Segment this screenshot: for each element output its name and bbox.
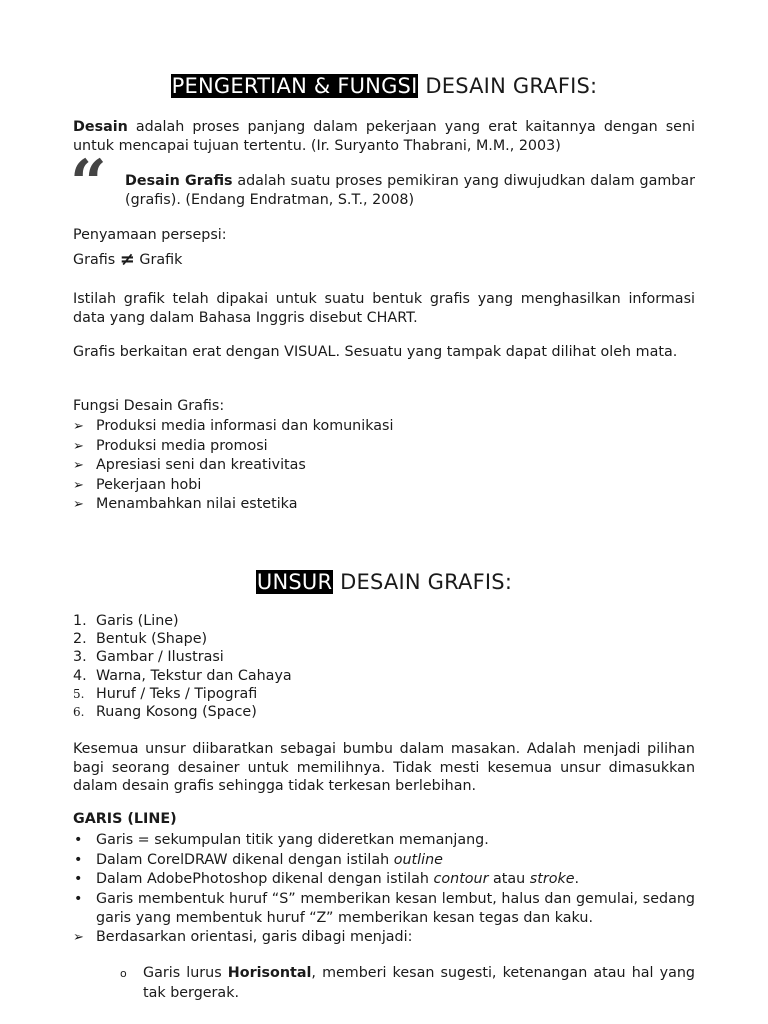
unsur-list: [73, 612, 292, 721]
title-highlight: UNSUR: [256, 570, 333, 594]
intro-term: Desain: [73, 119, 128, 135]
list-item: 4. Warna, Tekstur dan Cahaya: [73, 667, 292, 684]
section-title-pengertian: [73, 72, 695, 100]
list-item: • Dalam CorelDRAW dikenal dengan istilah outline: [73, 851, 695, 871]
list-item: • Dalam AdobePhotoshop dikenal dengan istilah contour atau stroke.: [73, 870, 695, 890]
fungsi-label: Fungsi Desain Grafis:: [73, 398, 225, 414]
sub-list-item: o Garis lurus Horisontal, memberi kesan sugesti, ketenangan atau hal yang tak bergerak.: [120, 965, 695, 1001]
arrow-bullet-icon: ➢: [73, 929, 84, 945]
intro-text: adalah proses panjang dalam pekerjaan yang erat kaitannya dengan seni untuk mencapai tujuan tertentu. (Ir. Suryanto Thabrani, M.M., 2003): [73, 119, 695, 154]
arrow-bullet-icon: ➢: [73, 458, 84, 473]
garis-list: [73, 831, 695, 947]
not-equal-icon: ≠: [119, 249, 135, 270]
fungsi-list: [73, 417, 393, 515]
title-rest: DESAIN GRAFIS:: [333, 570, 513, 594]
bullet-icon: •: [74, 871, 83, 887]
arrow-bullet-icon: ➢: [73, 419, 84, 434]
quote-term: Desain Grafis: [125, 173, 233, 189]
perception-right: Grafik: [139, 252, 183, 268]
list-item: • Garis membentuk huruf “S” memberikan kesan lembut, halus dan gemulai, sedang garis yang membentuk huruf “Z” memberikan kesan tegas dan kaku.: [74, 890, 695, 926]
list-item: 5. Huruf / Teks / Tipografi: [73, 685, 258, 702]
list-item: • Garis = sekumpulan titik yang dideretkan memanjang.: [73, 831, 695, 851]
garis-heading: GARIS (LINE): [73, 811, 177, 827]
paragraph-unsur: Kesemua unsur diibaratkan sebagai bumbu dalam masakan. Adalah menjadi pilihan bagi seorang desainer untuk memilihnya. Tidak mesti kesemua unsur dimasukkan dalam desain grafis sehingga tidak terkesan berlebihan.: [73, 741, 695, 794]
list-item: ➢ Produksi media informasi dan komunikasi: [73, 417, 393, 437]
intro-paragraph: [73, 118, 695, 155]
list-item: ➢ Menambahkan nilai estetika: [73, 495, 393, 515]
list-item: 2. Bentuk (Shape): [73, 631, 208, 648]
perception-equation: [73, 250, 182, 270]
arrow-bullet-icon: ➢: [73, 477, 84, 493]
list-item: 3. Gambar / Ilustrasi: [73, 649, 224, 666]
bullet-icon: •: [74, 832, 83, 848]
paragraph-visual: Grafis berkaitan erat dengan VISUAL. Sesuatu yang tampak dapat dilihat oleh mata.: [73, 344, 678, 360]
circle-bullet-icon: o: [120, 967, 127, 980]
paragraph-chart: Istilah grafik telah dipakai untuk suatu bentuk grafis yang menghasilkan informasi data yang dalam Bahasa Inggris disebut CHART.: [73, 291, 695, 326]
arrow-bullet-icon: ➢: [73, 438, 84, 454]
title-rest: DESAIN GRAFIS:: [418, 74, 598, 98]
list-item: ➢ Produksi media promosi: [73, 437, 393, 457]
section-title-unsur: [73, 568, 695, 596]
list-item: ➢ Pekerjaan hobi: [73, 476, 393, 496]
title-highlight: PENGERTIAN & FUNGSI: [171, 74, 418, 98]
quote-body: adalah suatu proses pemikiran yang diwujudkan dalam gambar (grafis). (Endang Endratman, S.T., 2008): [125, 173, 695, 208]
list-item: 1. Garis (Line): [73, 613, 179, 629]
quote-mark-icon: “: [70, 146, 101, 221]
quote-text: [125, 172, 695, 209]
bullet-icon: •: [74, 890, 83, 907]
list-item: ➢ Apresiasi seni dan kreativitas: [73, 456, 393, 476]
perception-label: Penyamaan persepsi:: [73, 227, 227, 243]
list-item: ➢ Berdasarkan orientasi, garis dibagi menjadi:: [73, 928, 695, 948]
bullet-icon: •: [74, 851, 83, 868]
perception-left: Grafis: [73, 252, 116, 268]
arrow-bullet-icon: ➢: [73, 497, 84, 512]
list-item: 6. Ruang Kosong (Space): [73, 704, 257, 721]
